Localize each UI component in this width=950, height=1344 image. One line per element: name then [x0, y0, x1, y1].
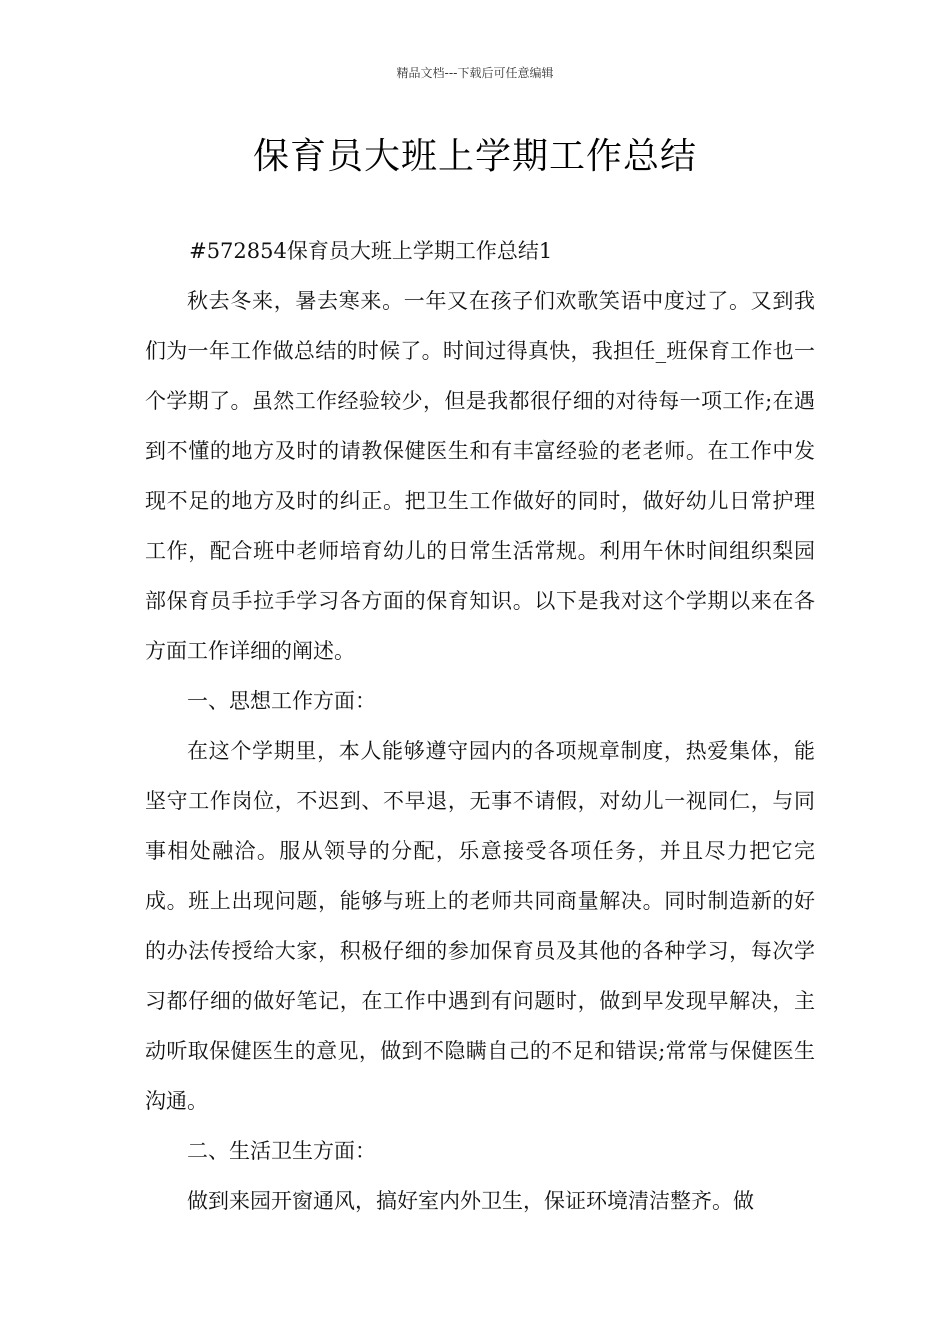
section-heading: #572854保育员大班上学期工作总结1	[189, 239, 553, 263]
document-title: 保育员大班上学期工作总结	[252, 136, 697, 177]
paragraph: 在这个学期里，本人能够遵守园内的各项规章制度，热爱集体，能坚守工作岗位，不迟到、不早退，无事不请假，对幼儿一视同仁，与同事相处融洽。服从领导的分配，乐意接受各项任务，并且尽力把它完成。班上出现问题，能够与班上的老师共同商量解决。同时制造新的好的办法传授给大家，积极仔细的参加保育员及其他的各种学习，每次学习都仔细的做好笔记，在工作中遇到有问题时，做到早发现早解决，主动听取保健医生的意见，做到不隐瞒自己的不足和错误;常常与保健医生沟通。	[145, 739, 815, 1113]
section-heading: 一、思想工作方面：	[187, 689, 376, 713]
paragraph: 秋去冬来，暑去寒来。一年又在孩子们欢歌笑语中度过了。又到我们为一年工作做总结的时候了。时间过得真快，我担任_班保育工作也一个学期了。虽然工作经验较少，但是我都很仔细的对待每一项工作;在遇到不懂的地方及时的请教保健医生和有丰富经验的老老师。在工作中发现不足的地方及时的纠正。把卫生工作做好的同时，做好幼儿日常护理工作，配合班中老师培育幼儿的日常生活常规。利用午休时间组织梨园部保育员手拉手学习各方面的保育知识。以下是我对这个学期以来在各方面工作详细的阐述。	[145, 289, 815, 663]
header-note: 精品文档---下载后可任意编辑	[396, 66, 554, 80]
section-heading: 二、生活卫生方面：	[187, 1139, 376, 1163]
document-body	[145, 226, 815, 1226]
paragraph: 做到来园开窗通风，搞好室内外卫生，保证环境清洁整齐。做	[187, 1189, 754, 1213]
